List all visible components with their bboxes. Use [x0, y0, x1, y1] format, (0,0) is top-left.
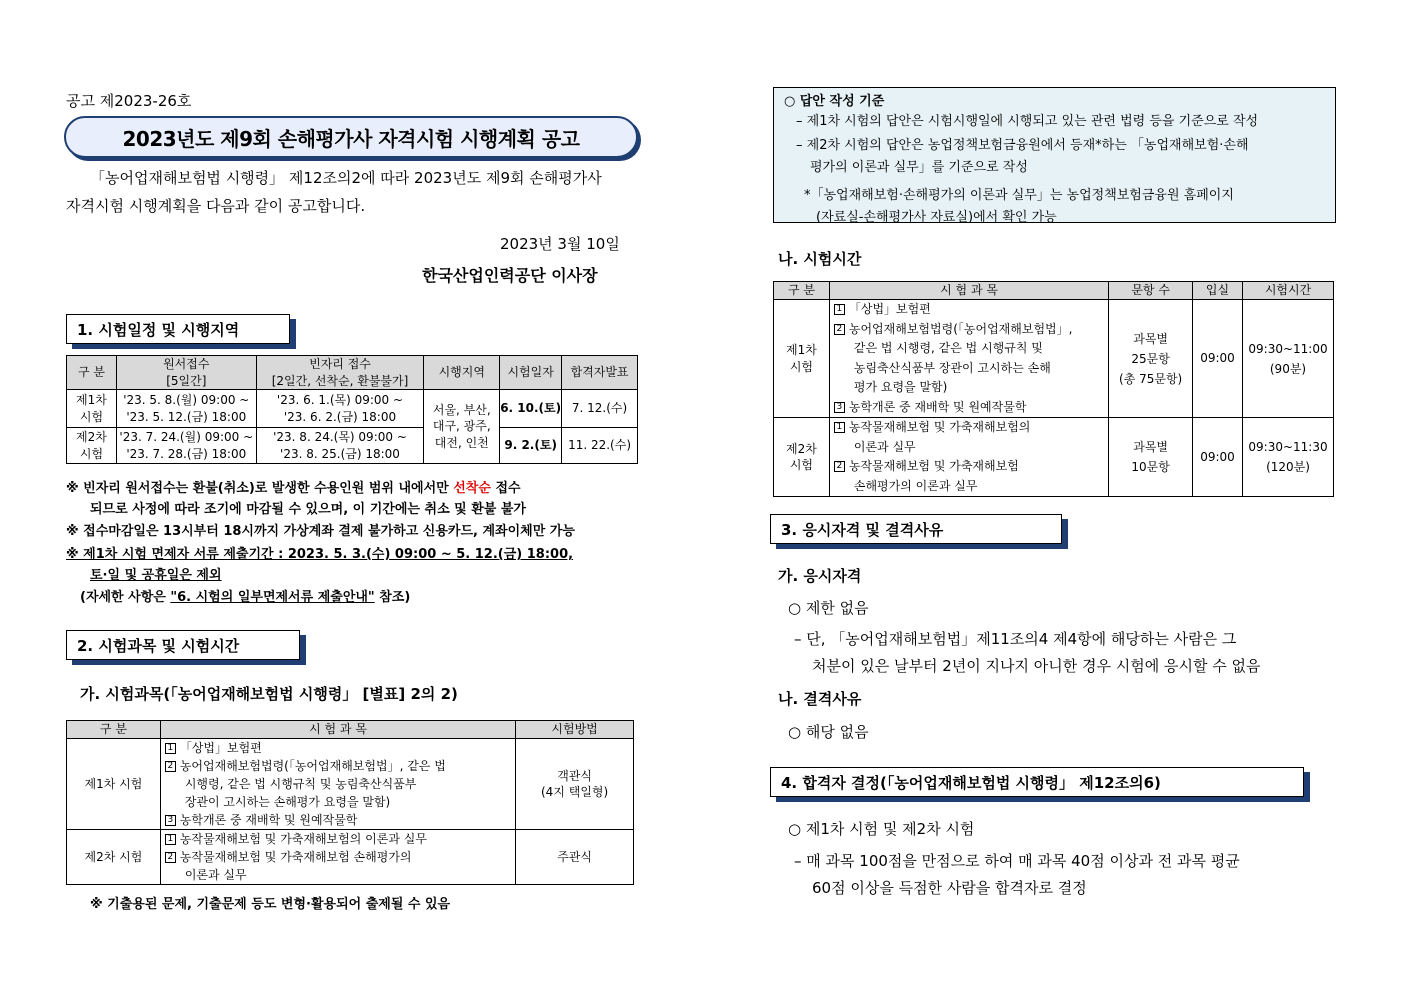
qualification-heading: 가. 응시자격 [778, 567, 862, 585]
th-gubun: 구 분 [774, 282, 830, 300]
disqualification-line: ○ 해당 없음 [788, 723, 869, 741]
qualification-line-1: ○ 제한 없음 [788, 599, 869, 617]
disqualification-heading: 나. 결격사유 [778, 690, 862, 708]
box-line-1: – 제1차 시험의 답안은 시험시행일에 시행되고 있는 관련 법령 등을 기준으로 작성 [796, 114, 1259, 129]
notice-number: 공고 제2023-26호 [66, 92, 192, 110]
table-row [67, 739, 634, 830]
intro-line-2: 자격시험 시행계획을 다음과 같이 공고합니다. [66, 197, 366, 215]
table-row [67, 390, 638, 428]
cell: 객관식 (4지 택일형) [516, 739, 634, 830]
th-result: 합격자발표 [562, 356, 638, 390]
th-date: 시험일자 [500, 356, 562, 390]
cell-subjects: 1 농작물재해보험 및 가축재해보험의 이론과 실무 2 농작물재해보험 및 가축재해보험 손해평가의 이론과 실무 [160, 830, 515, 885]
section-2-header: 2. 시험과목 및 시험시간 [66, 630, 300, 660]
box-line-3b: (자료실-손해평가사 자료실)에서 확인 가능 [816, 210, 1057, 225]
box-line-2b: 평가의 이론과 실무」를 기준으로 작성 [810, 160, 1028, 175]
cell: 6. 10.(토) [500, 390, 562, 428]
note-3a: ※ 제1차 시험 면제자 서류 제출기간 : 2023. 5. 3.(수) 09:00 ~ 5. 12.(금) 18:00, [66, 547, 574, 562]
cell-subjects: 1 「상법」보험편 2 농어업재해보험법령(「농어업재해보험법」, 같은 법 시행령, 같은 법 시행규칙 및 농림축산식품부 장관이 고시하는 손해평가 요령을 말함) 3 농학개론 중 재배학 및 원예작물학 [160, 739, 515, 830]
cell: 09:00 [1193, 418, 1243, 497]
cell: 제1차 시험 [67, 739, 161, 830]
box-line-2a: – 제2차 시험의 답안은 농업정책보험금융원에서 등재*하는 「농업재해보험·손해 [796, 138, 1249, 153]
th-vacancy: 빈자리 접수 [2일간, 선착순, 환불불가] [256, 356, 424, 390]
note-1b: 되므로 사정에 따라 조기에 마감될 수 있으며, 이 기간에는 취소 및 환불 불가 [90, 502, 526, 517]
table-row [774, 418, 1334, 497]
cell: 과목별 10문항 [1109, 418, 1193, 497]
cell-subjects: 1 농작물재해보험 및 가축재해보험의 이론과 실무 2 농작물재해보험 및 가축재해보험 손해평가의 이론과 실무 [829, 418, 1108, 497]
th-count: 문항 수 [1109, 282, 1193, 300]
note-1a: ※ 빈자리 원서접수는 환불(취소)로 발생한 수용인원 범위 내에서만 선착순 접수 [66, 481, 521, 496]
section-4-header: 4. 합격자 결정(「농어업재해보험법 시행령」 제12조의6) [770, 767, 1304, 797]
cell: 제1차 시험 [774, 300, 830, 418]
section-3-header: 3. 응시자격 및 결격사유 [770, 514, 1062, 544]
th-time: 시험시간 [1243, 282, 1334, 300]
cell: 제1차 시험 [67, 390, 117, 428]
box-heading: ○ 답안 작성 기준 [784, 94, 885, 109]
section-1-header: 1. 시험일정 및 시행지역 [66, 314, 290, 344]
intro-line-1: 「농어업재해보험법 시행령」 제12조의2에 따라 2023년도 제9회 손해평가사 [90, 169, 602, 187]
th-gubun: 구 분 [67, 356, 117, 390]
cell-subjects: 1 「상법」보험편 2 농어업재해보험법령(「농어업재해보험법」, 같은 법 시행령, 같은 법 시행규칙 및 농림축산식품부 장관이 고시하는 손해 평가 요령을 말함) 3 농학개론 중 재배학 및 원예작물학 [829, 300, 1108, 418]
th-method: 시험방법 [516, 721, 634, 739]
note-4: (자세한 사항은 "6. 시험의 일부면제서류 제출안내" 참조) [80, 590, 411, 605]
cell: 제2차 시험 [774, 418, 830, 497]
issuer: 한국산업인력공단 이사장 [422, 266, 598, 285]
cell: 7. 12.(수) [562, 390, 638, 428]
cell: 9. 2.(토) [500, 428, 562, 464]
qualification-line-2a: – 단, 「농어업재해보험법」제11조의4 제4항에 해당하는 사람은 그 [794, 630, 1237, 648]
subject-table [66, 720, 634, 885]
cell-region: 서울, 부산, 대구, 광주, 대전, 인천 [424, 390, 500, 464]
cell: 주관식 [516, 830, 634, 885]
cell: 과목별 25문항 (총 75문항) [1109, 300, 1193, 418]
page-title: 2023년도 제9회 손해평가사 자격시험 시행계획 공고 [64, 116, 638, 158]
th-apply: 원서접수 [5일간] [116, 356, 256, 390]
th-entry: 입실 [1193, 282, 1243, 300]
th-subject: 시 험 과 목 [829, 282, 1108, 300]
cell: '23. 7. 24.(월) 09:00 ~ '23. 7. 28.(금) 18:00 [116, 428, 256, 464]
table-row [67, 830, 634, 885]
th-region: 시행지역 [424, 356, 500, 390]
qualification-line-2b: 처분이 있은 날부터 2년이 지나지 아니한 경우 시험에 응시할 수 없음 [812, 657, 1261, 675]
cell: '23. 6. 1.(목) 09:00 ~ '23. 6. 2.(금) 18:00 [256, 390, 424, 428]
cell: '23. 8. 24.(목) 09:00 ~ '23. 8. 25.(금) 18:00 [256, 428, 424, 464]
th-gubun: 구 분 [67, 721, 161, 739]
note-exam: ※ 기출용된 문제, 기출문제 등도 변형·활용되어 출제될 수 있음 [90, 897, 451, 912]
cell: 09:30~11:30 (120분) [1243, 418, 1334, 497]
pass-line-2b: 60점 이상을 득점한 사람을 합격자로 결정 [812, 879, 1087, 897]
box-line-3a: *「농업재해보험·손해평가의 이론과 실무」는 농업정책보험금융원 홈페이지 [804, 188, 1234, 203]
time-heading: 나. 시험시간 [778, 250, 862, 268]
table-row [774, 300, 1334, 418]
pass-line-2a: – 매 과목 100점을 만점으로 하여 매 과목 40점 이상과 전 과목 평균 [794, 852, 1240, 870]
note-3b: 토·일 및 공휴일은 제외 [90, 568, 222, 583]
table-row [67, 428, 638, 464]
cell: '23. 5. 8.(월) 09:00 ~ '23. 5. 12.(금) 18:00 [116, 390, 256, 428]
cell: 09:30~11:00 (90분) [1243, 300, 1334, 418]
answer-criteria-box [773, 87, 1336, 223]
cell: 09:00 [1193, 300, 1243, 418]
th-subject: 시 험 과 목 [160, 721, 515, 739]
cell: 11. 22.(수) [562, 428, 638, 464]
cell: 제2차 시험 [67, 830, 161, 885]
pass-line-1: ○ 제1차 시험 및 제2차 시험 [788, 820, 975, 838]
schedule-table [66, 355, 638, 464]
subject-heading: 가. 시험과목(「농어업재해보험법 시행령」 [별표] 2의 2) [80, 685, 458, 703]
time-table [773, 281, 1334, 497]
cell: 제2차 시험 [67, 428, 117, 464]
note-2: ※ 접수마감일은 13시부터 18시까지 가상계좌 결제 불가하고 신용카드, 계좌이체만 가능 [66, 524, 575, 539]
notice-date: 2023년 3월 10일 [500, 235, 620, 253]
